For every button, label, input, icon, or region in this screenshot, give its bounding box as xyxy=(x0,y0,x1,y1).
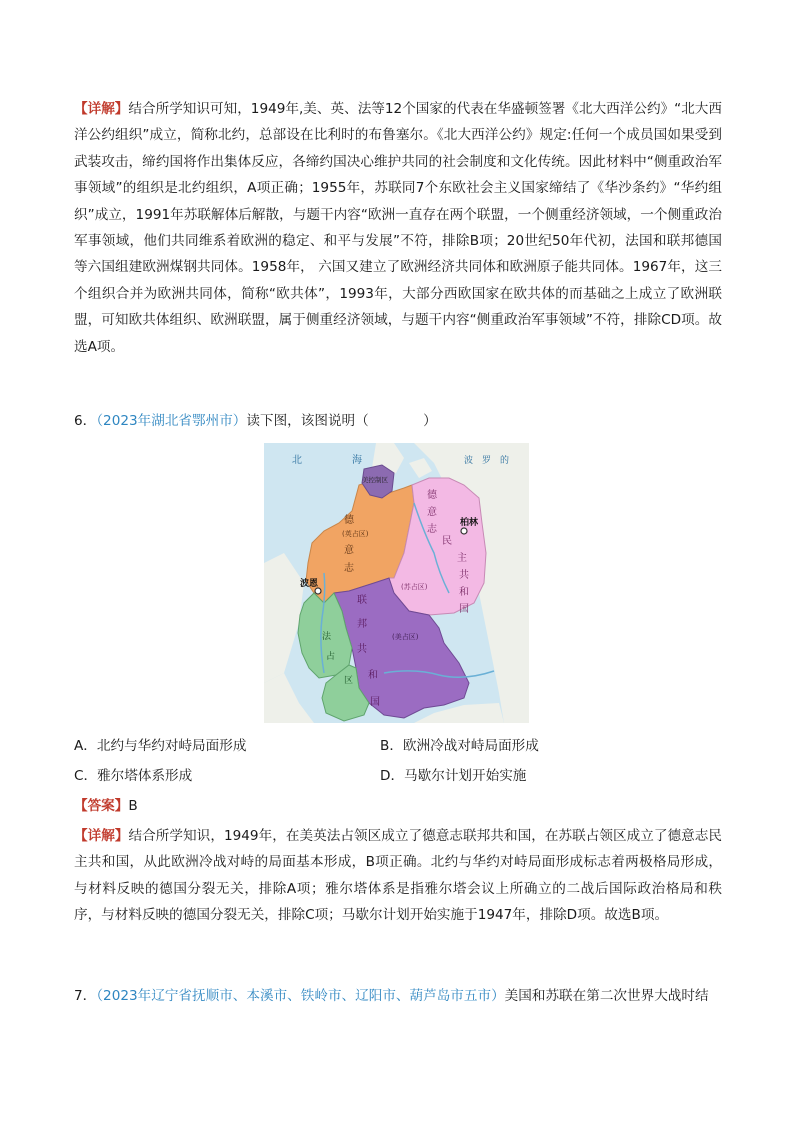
label-bonn: 波恩 xyxy=(300,579,319,589)
label-sea-bei: 北 xyxy=(292,455,302,466)
question-source: （2023年湖北省鄂州市） xyxy=(96,413,247,429)
label-gdr-4: 民 xyxy=(442,536,452,547)
label-us-control: 美控制区 xyxy=(362,476,388,484)
label-sea-hai: 海 xyxy=(352,455,362,466)
label-frg-2: 意 xyxy=(344,545,354,556)
question-6-stem xyxy=(74,410,437,432)
label-gdr-2: 意 xyxy=(427,507,437,518)
label-gdr-8: 国 xyxy=(459,604,469,615)
label-fr-1: 法 xyxy=(322,632,332,642)
question-7-stem xyxy=(74,985,709,1007)
label-gdr-7: 和 xyxy=(459,587,469,598)
question-source: （2023年辽宁省抚顺市、本溪市、铁岭市、辽阳市、葫芦岛市五市） xyxy=(96,988,505,1004)
label-fed-2: 邦 xyxy=(357,619,367,630)
label-fed-1: 联 xyxy=(357,595,367,606)
answer-value: B xyxy=(128,798,138,814)
option-d: D．马歇尔计划开始实施 xyxy=(380,768,527,784)
map-svg xyxy=(264,443,529,723)
question-number: 6． xyxy=(74,413,97,429)
option-c: C．雅尔塔体系形成 xyxy=(74,768,193,784)
germany-division-map xyxy=(264,443,529,723)
label-fed-4: 和 xyxy=(368,670,378,681)
q5-explanation xyxy=(74,96,722,360)
answer-line xyxy=(74,795,138,817)
label-baltic: 波 罗 的 xyxy=(464,456,510,466)
label-fed-5: 国 xyxy=(370,697,380,708)
explain-tag: 【详解】 xyxy=(74,828,129,844)
option-a: A．北约与华约对峙局面形成 xyxy=(74,738,247,754)
label-fr-3: 区 xyxy=(344,676,354,686)
label-frg-3: 志 xyxy=(344,563,354,574)
label-gdr-5: 主 xyxy=(457,553,467,564)
label-gdr-3: 志 xyxy=(427,524,437,535)
label-gdr-6: 共 xyxy=(459,570,469,581)
answer-tag: 【答案】 xyxy=(74,798,129,814)
option-b: B．欧洲冷战对峙局面形成 xyxy=(380,738,539,754)
question-text: 美国和苏联在第二次世界大战时结 xyxy=(504,988,709,1004)
label-us-zone: (美占区) xyxy=(392,633,419,641)
label-frg-1: 德 xyxy=(344,515,354,526)
question-text: 读下图，该图说明（ ） xyxy=(246,413,437,429)
label-berlin: 柏林 xyxy=(460,518,479,528)
explain-text: 结合所学知识可知，1949年,美、英、法等12个国家的代表在华盛顿签署《北大西洋公约》“北大西洋公约组织”成立，简称北约，总部设在比利时的布鲁塞尔。《北大西洋公约》规定:任何一个成员国如果受到武装攻击，缔约国将作出集体反应，各缔约国决心维护共同的社会制度和文化传统。因此材料中“侧重政治军事领域”的组织是北约组织，A项正确；1955年，苏联同7个东欧社会主义国家缔结了《华沙条约》“华约组织”成立，1991年苏联解体后解散，与题干内容“欧洲一直存在两个联盟，一个侧重经济领域，一个侧重政治军事领域，他们共同维系着欧洲的稳定、和平与发展”不符，排除B项；20世纪50年代初，法国和联邦德国等六国组建欧洲煤钢共同体。1958年， 六国又建立了欧洲经济共同体和欧洲原子能共同体。1967年，这三个组织合并为欧洲共同体，简称“欧共体”，1993年，大部分西欧国家在欧共体的而基础之上成立了欧洲联盟，可知欧共体组织、欧洲联盟，属于侧重经济领域，与题干内容“侧重政治军事领域”不符，排除CD项。故选A项。 xyxy=(74,101,723,355)
question-number: 7． xyxy=(74,988,97,1004)
explain-tag: 【详解】 xyxy=(74,101,129,117)
label-gdr-1: 德 xyxy=(427,490,437,501)
label-fr-2: 占 xyxy=(326,652,336,662)
label-soviet-zone: (苏占区) xyxy=(401,583,428,591)
explain-text: 结合所学知识，1949年，在美英法占领区成立了德意志联邦共和国，在苏联占领区成立了德意志民主共和国，从此欧洲冷战对峙的局面基本形成，B项正确。北约与华约对峙局面形成标志着两极格局形成，与材料反映的德国分裂无关，排除A项；雅尔塔体系是指雅尔塔会议上所确立的二战后国际政治格局和秩序，与材料反映的德国分裂无关，排除C项；马歇尔计划开始实施于1947年，排除D项。故选B项。 xyxy=(74,828,723,924)
q6-explanation xyxy=(74,823,722,929)
label-fed-3: 共 xyxy=(357,644,367,655)
label-uk-zone: (英占区) xyxy=(342,530,369,538)
